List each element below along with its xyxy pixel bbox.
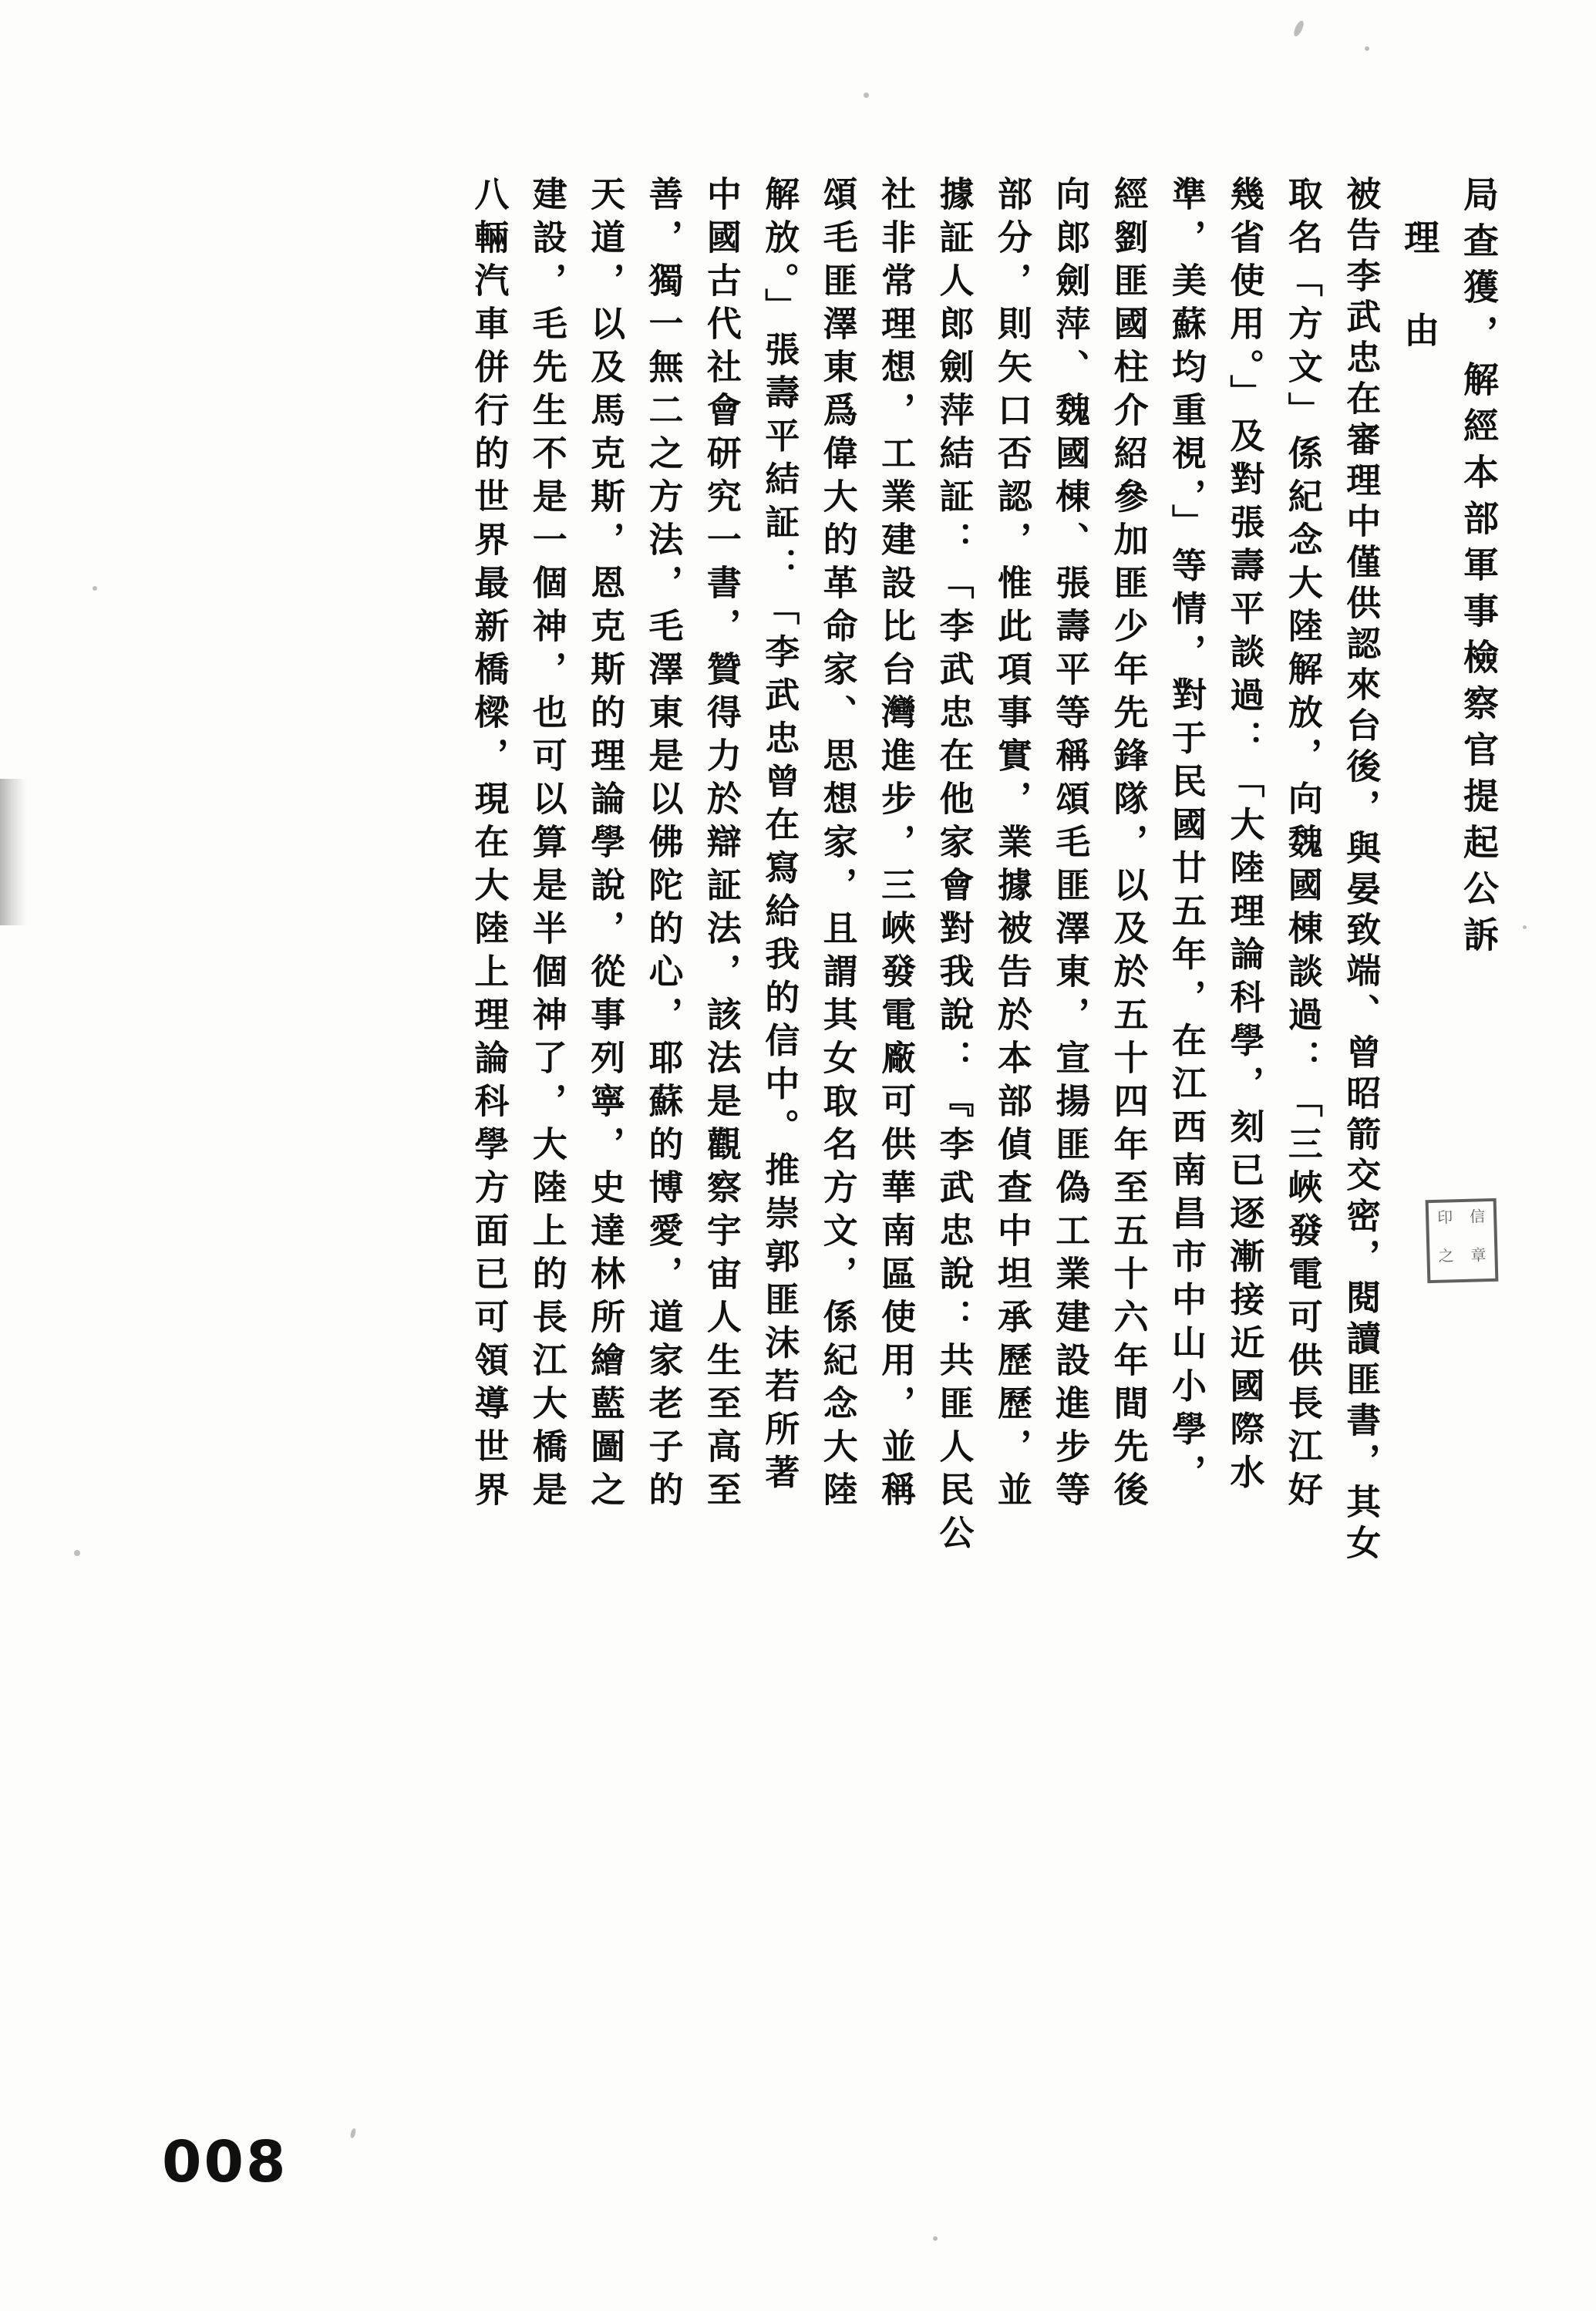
text-column-13: 中國古代社會研究一書，贊得力於辯証法，該法是觀察宇宙人生至高至 xyxy=(700,176,742,1514)
text-column-4: 幾省使用。」及對張壽平談過：「大陸理論科學，刻已逐漸接近國際水 xyxy=(1224,176,1265,1497)
text-column-3: 取名「方文」係紀念大陸解放，向魏國棟談過：「三峽發電可供長江好 xyxy=(1281,176,1323,1514)
text-column-9: 據証人郎劍萍結証：「李武忠在他家會對我說：『李武忠說：共匪人民公 xyxy=(933,176,975,1558)
text-column-17: 八輛汽車併行的世界最新橋樑，現在大陸上理論科學方面已可領導世界 xyxy=(468,176,510,1514)
scan-edge-smudge xyxy=(0,779,26,925)
text-column-heading-reason: 理 由 xyxy=(1399,219,1441,358)
page-number: 008 xyxy=(162,2129,288,2195)
scan-speckle xyxy=(933,2236,938,2241)
text-column-5: 準，美蘇均重視，」等情，對于民國廿五年，在江西南昌市中山小學， xyxy=(1166,176,1207,1497)
scan-speckle xyxy=(93,586,97,591)
scan-speckle xyxy=(1365,46,1369,51)
scan-speckle xyxy=(1292,19,1305,38)
seal-glyph: 章 xyxy=(1470,1245,1487,1265)
scan-speckle xyxy=(74,1550,80,1556)
seal-glyph: 印 xyxy=(1436,1208,1453,1227)
text-column-12: 解放。」張壽平結証：「李武忠曾在寫給我的信中。推崇郭匪沫若所著 xyxy=(759,176,800,1497)
vertical-text-body xyxy=(131,176,1505,2096)
text-column-11: 頌毛匪澤東爲偉大的革命家、思想家，且謂其女取名方文，係紀念大陸 xyxy=(817,176,858,1514)
seal-glyph: 之 xyxy=(1438,1246,1454,1265)
text-column-14: 善，獨一無二之方法，毛澤東是以佛陀的心，耶蘇的博愛，道家老子的 xyxy=(642,176,684,1514)
scan-speckle xyxy=(864,93,869,98)
scan-speckle xyxy=(1523,925,1527,929)
text-column-1: 局查獲，解經本部軍事檢察官提起公訴 xyxy=(1458,176,1500,962)
text-column-15: 天道，以及馬克斯，恩克斯的理論學說，從事列寧，史達林所繪藍圖之 xyxy=(584,176,626,1514)
text-column-10: 社非常理想，工業建設比台灣進步，三峽發電廠可供華南區使用，並稱 xyxy=(875,176,917,1514)
text-column-16: 建設，毛先生不是一個神，也可以算是半個神了，大陸上的長江大橋是 xyxy=(526,176,567,1514)
official-seal-stamp xyxy=(1426,1198,1499,1283)
text-column-2: 被告李武忠在審理中僅供認來台後，與晏致端、曾昭箭交密，閱讀匪書，其女 xyxy=(1340,176,1382,1565)
scan-speckle xyxy=(349,2127,356,2138)
text-column-8: 部分，則矢口否認，惟此項事實，業據被告於本部偵查中坦承歷歷，並 xyxy=(991,176,1032,1514)
text-column-6: 經劉匪國柱介紹參加匪少年先鋒隊，以及於五十四年至五十六年間先後 xyxy=(1107,176,1149,1514)
text-column-7: 向郎劍萍、魏國棟、張壽平等稱頌毛匪澤東，宣揚匪偽工業建設進步等 xyxy=(1049,176,1091,1514)
seal-glyph: 信 xyxy=(1469,1207,1486,1226)
